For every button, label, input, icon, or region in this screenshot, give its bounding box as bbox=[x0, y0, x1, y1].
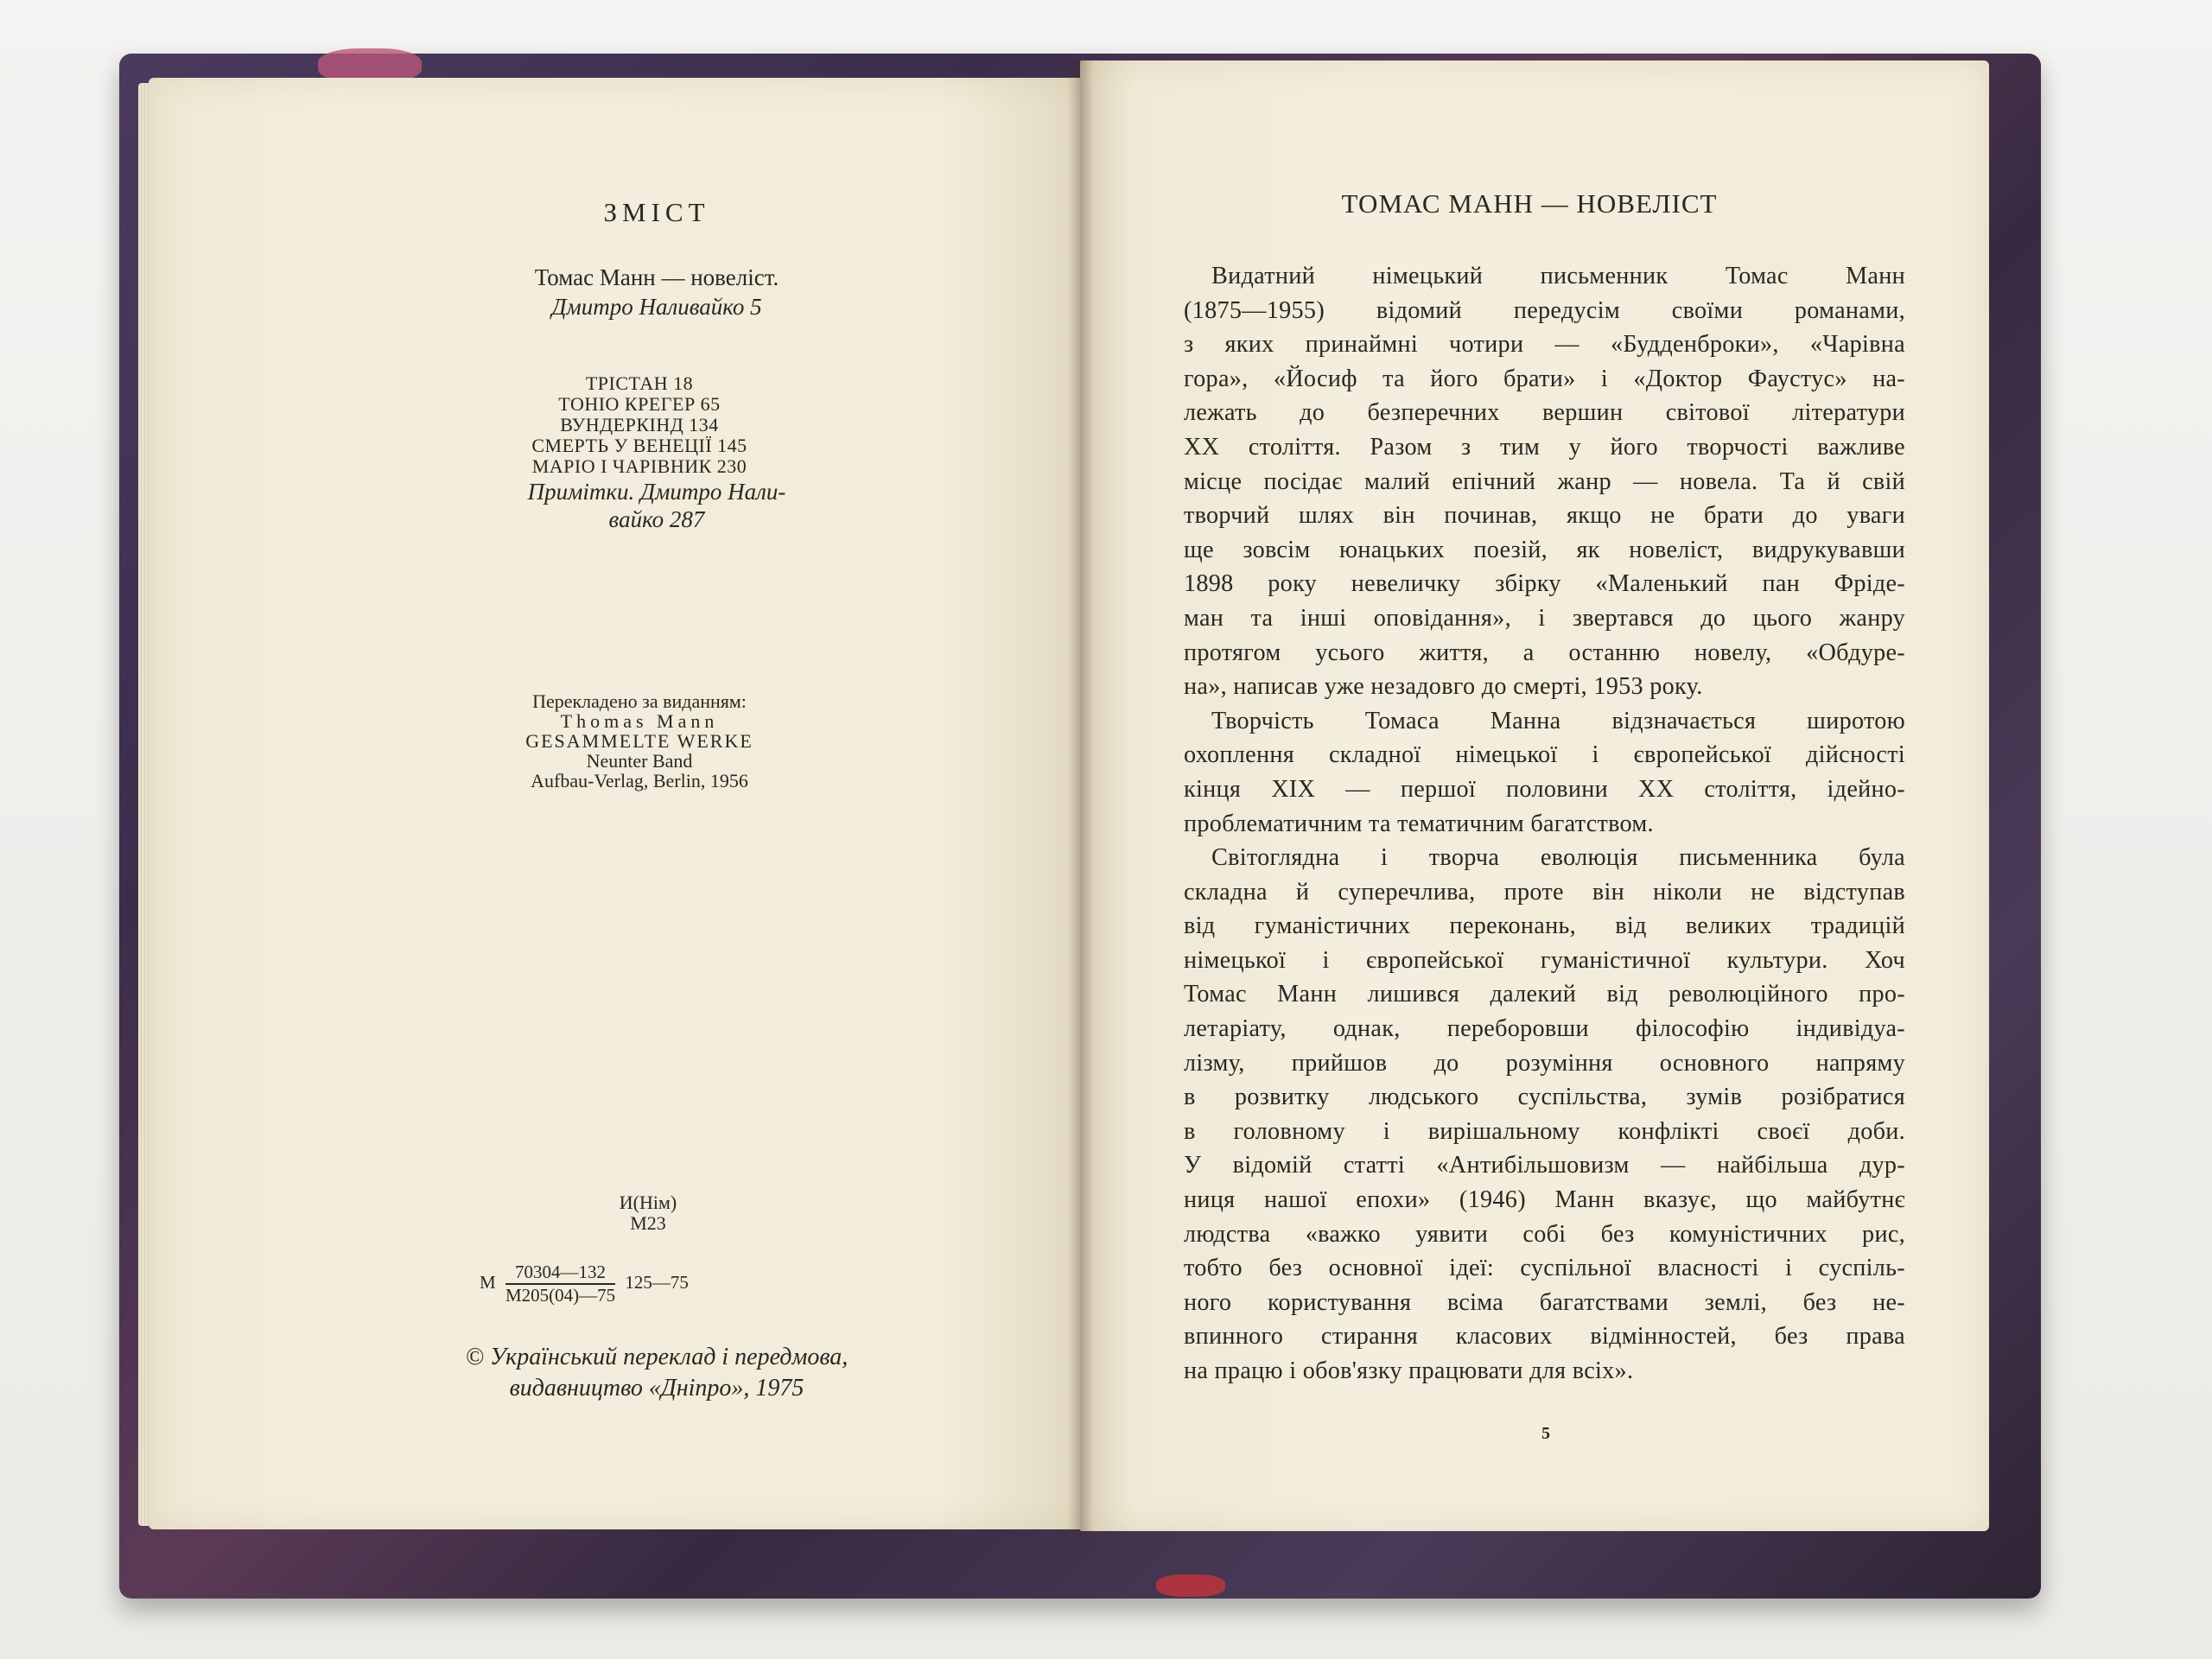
publication-line: GESAMMELTE WERKE bbox=[525, 730, 753, 752]
classification-prefix: М bbox=[480, 1271, 496, 1293]
toc-intro-line: Томас Манн — новеліст. bbox=[534, 264, 779, 290]
toc-notes-line: Примітки. Дмитро Нали- bbox=[527, 479, 786, 505]
copyright-line: © Український переклад і передмова, bbox=[465, 1344, 849, 1370]
body-line: 1898 року невеличку збірку «Маленький пан Фріде- bbox=[1184, 570, 1905, 598]
toc-item: ТОНІО КРЕГЕР 65 bbox=[558, 393, 721, 415]
classification-suffix: 125—75 bbox=[625, 1271, 689, 1293]
body-line: на працю і обов'язку працювати для всіх». bbox=[1184, 1357, 1634, 1384]
toc-item: ВУНДЕРКІНД 134 bbox=[560, 414, 719, 435]
book-gutter bbox=[1068, 60, 1094, 1538]
body-line: У відомій статті «Антибільшовизм — найбільша дур- bbox=[1184, 1152, 1905, 1179]
body-line: з яких принаймні чотири — «Будденброки», «Чарівна bbox=[1184, 331, 1905, 359]
body-line: Томас Манн лишився далекий від революційного про- bbox=[1184, 981, 1905, 1008]
body-line: в головному і вирішальному конфлікті своєї доби. bbox=[1184, 1117, 1905, 1145]
body-line: (1875—1955) відомий передусім своїми романами, bbox=[1184, 296, 1905, 324]
body-line: ниця нашої епохи» (1946) Манн вказує, що майбутнє bbox=[1184, 1186, 1905, 1214]
index-code-line: М23 bbox=[630, 1212, 666, 1234]
body-line: тобто без основної ідеї: суспільної власності і суспіль- bbox=[1184, 1255, 1905, 1282]
index-code-line: И(Нім) bbox=[619, 1192, 677, 1213]
toc-item: МАРІО І ЧАРІВНИК 230 bbox=[531, 455, 747, 477]
toc-intro-author: Дмитро Наливайко 5 bbox=[551, 294, 762, 320]
body-line: XX століття. Разом з тим у його творчості важливе bbox=[1184, 433, 1905, 461]
essay-title: ТОМАС МАНН — НОВЕЛІСТ bbox=[1341, 188, 1718, 219]
copyright bbox=[389, 1342, 925, 1404]
toc-notes-line: вайко 287 bbox=[608, 506, 705, 532]
toc-notes bbox=[397, 477, 916, 506]
body-line: місце посідає малий епічний жанр — новела. Та й свій bbox=[1184, 467, 1905, 495]
body-line: ного користування всіма багатствами землі, без не- bbox=[1184, 1288, 1905, 1316]
body-line: складна й суперечлива, проте він ніколи не відступав bbox=[1184, 878, 1905, 906]
index-code bbox=[553, 1192, 743, 1234]
essay-body bbox=[1184, 259, 1905, 1389]
body-line: охоплення складної німецької і європейської дійсності bbox=[1184, 741, 1905, 769]
publication-line: Перекладено за виданням: bbox=[532, 690, 747, 712]
body-line: летаріату, однак, переборовши філософію індивідуа- bbox=[1184, 1015, 1905, 1043]
cover-pattern bbox=[1156, 1574, 1225, 1597]
toc-item: ТРІСТАН 18 bbox=[585, 372, 694, 394]
body-line: Творчість Томаса Манна відзначається широтою bbox=[1211, 707, 1905, 734]
classification-fraction bbox=[505, 1262, 615, 1306]
body-line: лізму, прийшов до розуміння основного напряму bbox=[1184, 1049, 1905, 1077]
publication-line: Neunter Band bbox=[586, 750, 693, 772]
body-line: проблематичним та тематичним багатством. bbox=[1184, 810, 1654, 837]
toc-item: СМЕРТЬ У ВЕНЕЦІЇ 145 bbox=[531, 435, 747, 456]
body-line: ще зовсім юнацьких поезій, як новеліст, видрукувавши bbox=[1184, 536, 1905, 563]
body-line: людства «важко уявити собі без комуністичних рис, bbox=[1184, 1220, 1905, 1248]
body-line: німецької і європейської гуманістичної культури. Хоч bbox=[1184, 946, 1905, 974]
toc-title: ЗМІСТ bbox=[603, 197, 710, 227]
classification-numerator: 70304—132 bbox=[505, 1262, 615, 1285]
body-line: творчий шлях він починав, якщо не брати до уваги bbox=[1184, 502, 1905, 530]
body-line: в розвитку людського суспільства, зумів розібратися bbox=[1184, 1084, 1905, 1111]
body-line: гора», «Йосиф та його брати» і «Доктор Фаустус» на- bbox=[1184, 365, 1905, 392]
body-line: Видатний німецький письменник Томас Манн bbox=[1211, 263, 1905, 289]
classification-code bbox=[480, 1262, 842, 1306]
body-line: ман та інші оповідання», і звертався до цього жанру bbox=[1184, 604, 1905, 632]
body-line: кінця XIX — першої половини XX століття, ідейно- bbox=[1184, 775, 1905, 803]
body-line: лежать до безперечних вершин світової літератури bbox=[1184, 399, 1905, 427]
publication-info bbox=[432, 691, 847, 791]
page-number: 5 bbox=[1541, 1424, 1550, 1443]
body-line: протягом усього життя, а останню новелу, «Обдуре- bbox=[1184, 639, 1905, 666]
body-line: від гуманістичних переконань, від великих традицій bbox=[1184, 912, 1905, 940]
publication-line: Thomas Mann bbox=[560, 710, 719, 732]
publication-line: Aufbau-Verlag, Berlin, 1956 bbox=[531, 770, 748, 791]
body-line: Світоглядна і творча еволюція письменника була bbox=[1211, 844, 1905, 872]
classification-denominator: М205(04)—75 bbox=[505, 1285, 616, 1306]
body-line: на», написав уже незадовго до смерті, 1953 року. bbox=[1184, 673, 1703, 701]
copyright-line: видавництво «Дніпро», 1975 bbox=[509, 1375, 804, 1402]
body-line: впинного стирання класових відмінностей, без права bbox=[1184, 1323, 1905, 1351]
